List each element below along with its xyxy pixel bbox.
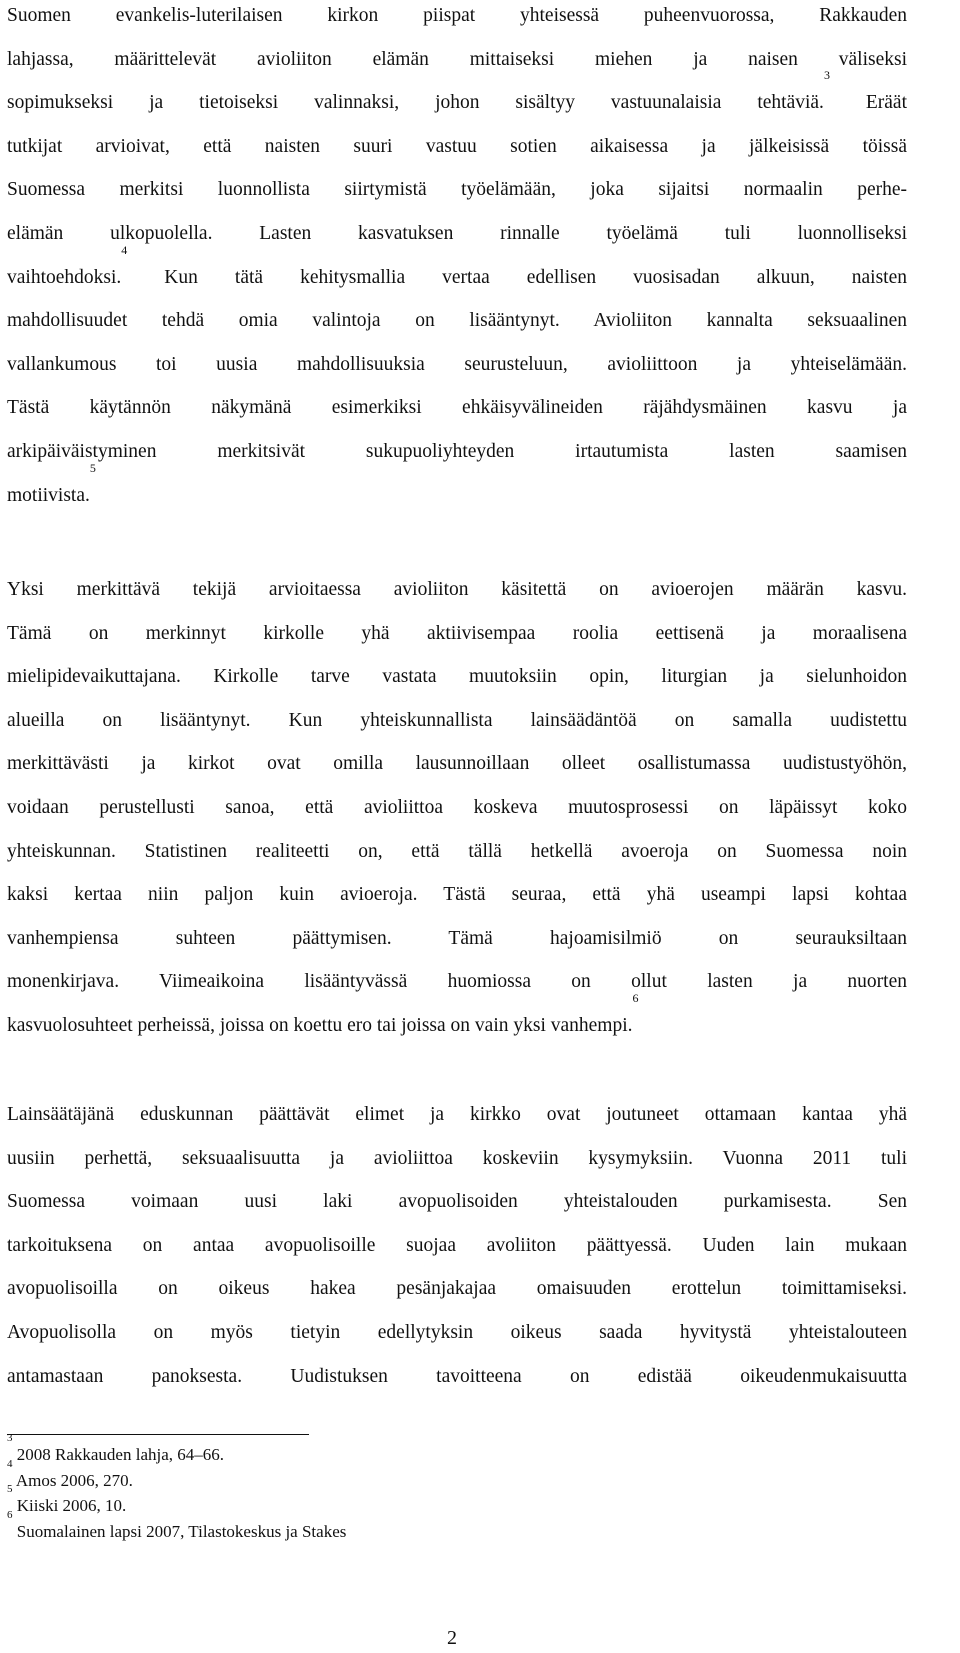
- text-line: [7, 38, 907, 82]
- line-text: mahdollisuudet tehdä omia valintoja on lisääntynyt. Avioliiton kannalta seksuaalinen: [7, 310, 907, 332]
- paragraph-1: [7, 0, 907, 517]
- text-line: [7, 742, 907, 786]
- line-text: antamastaan panoksesta. Uudistuksen tavoitteena on edistää oikeudenmukaisuutta: [7, 1365, 907, 1387]
- footnotes: [7, 1432, 707, 1544]
- text-line: [7, 830, 907, 874]
- text-line: [7, 343, 907, 387]
- line-text: kasvuolosuhteet perheissä, joissa on koettu ero tai joissa on vain yksi vanhempi.: [7, 1014, 633, 1036]
- line-text: vaihtoehdoksi.: [7, 266, 122, 288]
- text-line: [7, 1180, 907, 1224]
- line-text-after: Kun tätä kehitysmallia vertaa edellisen vuosisadan alkuun, naisten: [127, 266, 907, 288]
- line-text: Tästä käytännön näkymänä esimerkiksi ehkäisyvälineiden räjähdysmäinen kasvu ja: [7, 397, 907, 419]
- text-line: [7, 612, 907, 656]
- line-text: monenkirjava. Viimeaikoina lisääntyvässä huomiossa on ollut lasten ja nuorten: [7, 971, 907, 993]
- footnote-ref: 4: [121, 242, 128, 257]
- line-text: vanhempiensa suhteen päättymisen. Tämä hajoamisilmiö on seurauksiltaan: [7, 927, 907, 949]
- line-text: Tämä on merkinnyt kirkolle yhä aktiivisempaa roolia eettisenä ja moraalisena: [7, 622, 907, 644]
- line-text: elämän ulkopuolella. Lasten kasvatuksen rinnalle työelämä tuli luonnolliseksi: [7, 222, 907, 244]
- text-line: [7, 168, 907, 212]
- text-line: [7, 68, 907, 125]
- footnote-4: [7, 1457, 707, 1494]
- text-line: [7, 1224, 907, 1268]
- page-number: 2: [447, 1627, 457, 1649]
- text-line: [7, 1355, 907, 1399]
- line-text: sopimukseksi ja tietoiseksi valinnaksi, johon sisältyy vastuunalaisia tehtäviä.: [7, 92, 824, 114]
- line-text: kaksi kertaa niin paljon kuin avioeroja. Tästä seuraa, että yhä useampi lapsi kohtaa: [7, 884, 907, 906]
- footnote-ref: 6: [632, 990, 639, 1005]
- text-line: [7, 1093, 907, 1137]
- footnote-text: Suomalainen lapsi 2007, Tilastokeskus ja Stakes: [16, 1521, 347, 1541]
- paragraph-3: [7, 1093, 907, 1398]
- text-line: [7, 1311, 907, 1355]
- line-text: Suomessa merkitsi luonnollista siirtymistä työelämään, joka sijaitsi normaalin perhe-: [7, 179, 907, 201]
- text-line: [7, 0, 907, 38]
- text-line: [7, 960, 907, 1004]
- line-text: avopuolisoilla on oikeus hakea pesänjakajaa omaisuuden erottelun toimittamiseksi.: [7, 1278, 907, 1300]
- footnote-number: 4: [7, 1457, 13, 1470]
- text-line: [7, 655, 907, 699]
- footnote-number: 5: [7, 1483, 13, 1495]
- text-line: [7, 873, 907, 917]
- text-line: [7, 786, 907, 830]
- footnote-number: 6: [7, 1508, 13, 1521]
- line-text-after: Eräät: [829, 92, 907, 114]
- line-text: voidaan perustellusti sanoa, että avioliittoa koskeva muutosprosessi on läpäissyt koko: [7, 796, 907, 818]
- line-text: vallankumous toi uusia mahdollisuuksia seurusteluun, avioliittoon ja yhteiselämään.: [7, 353, 907, 375]
- line-text: alueilla on lisääntynyt. Kun yhteiskunnallista lainsäädäntöä on samalla uudistettu: [7, 709, 907, 731]
- footnote-text: Amos 2006, 270.: [15, 1470, 133, 1490]
- footnote-text: Kiiski 2006, 10.: [16, 1496, 127, 1515]
- text-line: [7, 430, 907, 474]
- line-text: yhteiskunnan. Statistinen realiteetti on, että tällä hetkellä avoeroja on Suomessa noin: [7, 840, 907, 862]
- text-line: [7, 1137, 907, 1181]
- text-line: [7, 212, 907, 256]
- line-text: merkittävästi ja kirkot ovat omilla lausunnoillaan olleet osallistumassa uudistustyöhön,: [7, 753, 907, 775]
- footnote-5: [7, 1483, 707, 1519]
- line-text: tutkijat arvioivat, että naisten suuri vastuu sotien aikaisessa ja jälkeisissä töissä: [7, 135, 907, 157]
- text-line: [7, 699, 907, 743]
- text-line: [7, 917, 907, 961]
- text-line: [7, 386, 907, 430]
- line-text: motiivista.: [7, 484, 90, 506]
- footnote-3: [7, 1432, 707, 1468]
- line-text: lahjassa, määrittelevät avioliiton elämän mittaiseksi miehen ja naisen väliseksi: [7, 48, 907, 70]
- line-text: uusiin perhettä, seksuaalisuutta ja avioliittoa koskeviin kysymyksiin. Vuonna 2011 tuli: [7, 1147, 907, 1169]
- text-line: [7, 125, 907, 169]
- line-text: Lainsäätäjänä eduskunnan päättävät elimet ja kirkko ovat joutuneet ottamaan kantaa yhä: [7, 1104, 907, 1125]
- footnote-text: 2008 Rakkauden lahja, 64–66.: [16, 1445, 225, 1464]
- text-line: [7, 568, 907, 612]
- line-text: tarkoituksena on antaa avopuolisoille suojaa avoliiton päättyessä. Uuden lain mukaan: [7, 1234, 907, 1256]
- line-text: mielipidevaikuttajana. Kirkolle tarve vastata muutoksiin opin, liturgian ja sielunhoidon: [7, 666, 907, 688]
- footnote-separator: [7, 1434, 309, 1435]
- footnote-number: 3: [7, 1432, 13, 1444]
- line-text: Avopuolisolla on myös tietyin edellytyksin oikeus saada hyvitystä yhteistalouteen: [7, 1321, 907, 1343]
- line-text: arkipäiväistyminen merkitsivät sukupuoliyhteyden irtautumista lasten saamisen: [7, 440, 907, 462]
- text-line: [7, 1267, 907, 1311]
- text-line: [7, 242, 907, 300]
- line-text: Suomessa voimaan uusi laki avopuolisoiden yhteistalouden purkamisesta. Sen: [7, 1191, 907, 1213]
- text-line: [7, 299, 907, 343]
- paragraph-2: [7, 568, 907, 1048]
- footnote-ref: 3: [823, 68, 830, 83]
- footnote-6: [7, 1508, 707, 1545]
- footnote-ref: 5: [89, 460, 96, 475]
- line-text: Suomen evankelis-luterilaisen kirkon piispat yhteisessä puheenvuorossa, Rakkauden: [7, 5, 907, 26]
- line-text: Yksi merkittävä tekijä arvioitaessa avioliiton käsitettä on avioerojen määrän kasvu.: [7, 579, 907, 600]
